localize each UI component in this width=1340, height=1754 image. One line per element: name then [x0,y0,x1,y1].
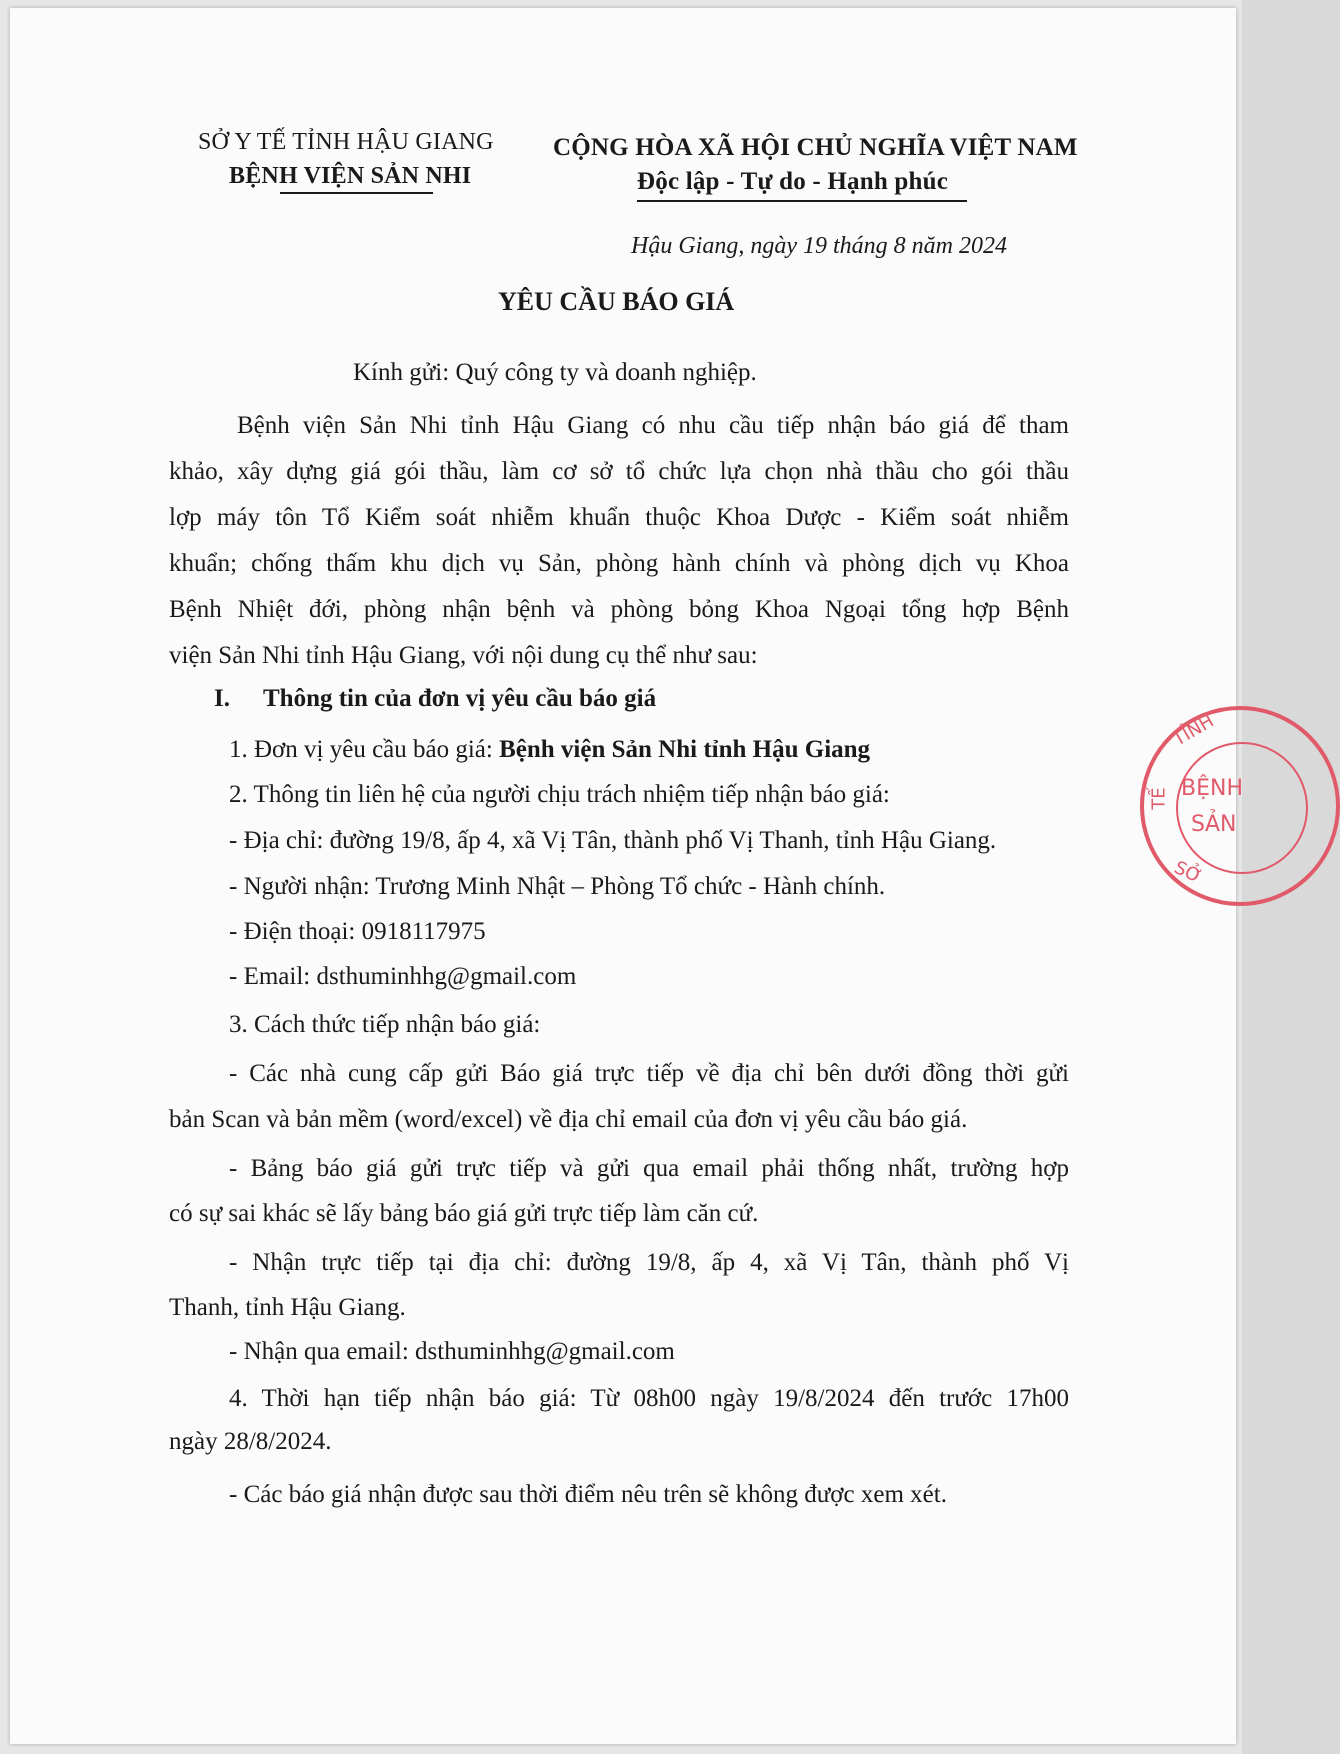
seal-ring-left-text: TẾ [1148,787,1170,810]
item-1-value: Bệnh viện Sản Nhi tỉnh Hậu Giang [499,736,871,763]
official-seal-inner-ring [1176,742,1308,874]
item-3a-line-1: - Các nhà cung cấp gửi Báo giá trực tiếp về địa chỉ bên dưới đồng thời gửi [229,1060,1069,1087]
seal-inner-top-text: BỆNH [1181,776,1243,801]
intro-line-6 [169,643,758,668]
section-number: I. [214,685,230,712]
document-title: YÊU CẦU BÁO GIÁ [498,287,735,316]
document-page [10,8,1243,1744]
date-line: Hậu Giang, ngày 19 tháng 8 năm 2024 [631,233,1007,259]
hospital-name-underline [280,192,433,194]
item-4a: - Các báo giá nhận được sau thời điểm nêu trên sẽ không được xem xét. [229,1481,947,1508]
seal-inner-bottom-text: SẢN [1191,812,1237,837]
item-4-line-2: ngày 28/8/2024. [169,1428,332,1455]
item-1-label: 1. Đơn vị yêu cầu báo giá: [229,736,500,763]
intro-line-1: Bệnh viện Sản Nhi tỉnh Hậu Giang có nhu cầu tiếp nhận báo giá để tham [237,412,1069,439]
section-heading: Thông tin của đơn vị yêu cầu báo giá [263,685,657,712]
national-motto-underline [637,200,967,202]
official-seal [1140,706,1340,906]
agency-name: SỞ Y TẾ TỈNH HẬU GIANG [198,129,494,155]
contact-email: - Email: dsthuminhhg@gmail.com [229,963,577,990]
item-2: 2. Thông tin liên hệ của người chịu trách nhiệm tiếp nhận báo giá: [229,781,890,808]
item-3c-line-1: - Nhận trực tiếp tại địa chỉ: đường 19/8, ấp 4, xã Vị Tân, thành phố Vị [229,1249,1069,1276]
item-1 [229,737,870,762]
national-motto: Độc lập - Tự do - Hạnh phúc [637,168,948,195]
intro-line-6-rest: , với nội dung cụ thể như sau: [459,642,758,669]
hospital-name: BỆNH VIỆN SẢN NHI [229,163,472,189]
intro-line-3: lợp máy tôn Tổ Kiểm soát nhiễm khuẩn thuộc Khoa Dược - Kiểm soát nhiễm [169,504,1069,531]
intro-line-2: khảo, xây dựng giá gói thầu, làm cơ sở tổ chức lựa chọn nhà thầu cho gói thầu [169,458,1069,485]
item-3c-line-2: Thanh, tỉnh Hậu Giang. [169,1294,406,1321]
intro-line-4: khuẩn; chống thấm khu dịch vụ Sản, phòng hành chính và phòng dịch vụ Khoa [169,550,1069,577]
item-3b-line-2: có sự sai khác sẽ lấy bảng báo giá gửi trực tiếp làm căn cứ. [169,1200,759,1227]
salutation: Kính gửi: Quý công ty và doanh nghiệp. [353,359,757,386]
item-3d: - Nhận qua email: dsthuminhhg@gmail.com [229,1338,675,1365]
contact-receiver: - Người nhận: Trương Minh Nhật – Phòng Tổ chức - Hành chính. [229,873,886,900]
contact-phone: - Điện thoại: 0918117975 [229,918,486,945]
intro-hospital-name: viện Sản Nhi tỉnh Hậu Giang [169,642,460,669]
national-title: CỘNG HÒA XÃ HỘI CHỦ NGHĨA VIỆT NAM [553,134,1078,161]
item-4-line-1: 4. Thời hạn tiếp nhận báo giá: Từ 08h00 ngày 19/8/2024 đến trước 17h00 [229,1385,1069,1412]
seal-ring-bottom-text: SỞ [1170,857,1206,888]
seal-ring-top-text: TỈNH [1169,710,1218,751]
intro-line-5: Bệnh Nhiệt đới, phòng nhận bệnh và phòng bỏng Khoa Ngoại tổng hợp Bệnh [169,596,1069,623]
item-3b-line-1: - Bảng báo giá gửi trực tiếp và gửi qua email phải thống nhất, trường hợp [229,1155,1069,1182]
item-3a-line-2: bản Scan và bản mềm (word/excel) về địa chỉ email của đơn vị yêu cầu báo giá. [169,1106,968,1133]
item-3: 3. Cách thức tiếp nhận báo giá: [229,1011,541,1038]
contact-address: - Địa chỉ: đường 19/8, ấp 4, xã Vị Tân, thành phố Vị Thanh, tỉnh Hậu Giang. [229,827,997,854]
